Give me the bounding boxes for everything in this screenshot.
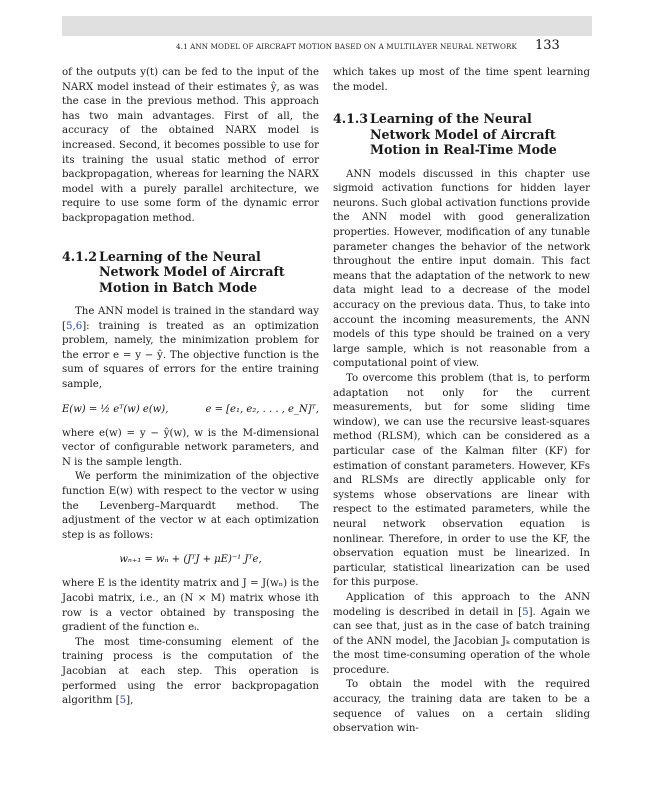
text-span: The most time-consuming element of the training process is the computation of the Jacobian at each step. This operation is performed using the error backpropagation algorithm [ [62, 636, 319, 707]
paragraph: To obtain the model with the required accuracy, the training data are taken to be a sequence of values on a certain sliding observation win- [333, 679, 590, 735]
paragraph: where e(w) = y − ŷ(w), w is the M-dimensional vector of configurable network parameters, and N is the sample length. [62, 427, 319, 468]
paragraph: We perform the minimization of the objective function E(w) with respect to the vector w using the Levenberg–Marquardt method. The adjustment of the vector w at each optimization step is as follows: [62, 471, 319, 541]
right-column [333, 66, 590, 737]
paragraph: of the outputs y(t) can be fed to the input of the NARX model instead of their estimates ŷ, as was the case in the previous method. This approach has two main advantages. First of all, the accuracy of the obtained NARX model is increased. Second, it becomes possible to use for its training the usual static method of error backpropagation, whereas for learning the NARX model with a purely parallel architecture, we require to use some form of the dynamic error backpropagation method. [62, 67, 319, 224]
paragraph: To overcome this problem (that is, to perform adaptation not only for the current measurements, but for some sliding time window), we can use the recursive least-squares method (RLSM), which can be considered as a particular case of the Kalman filter (KF) for estimation of constant parameters. However, KFs and RLSMs are directly applicable only for systems whose observations are linear with respect to the estimated parameters, while the neural network observation equation is nonlinear. Therefore, in order to use the KF, the observation equation must be linearized. In particular, statistical linearization can be used for this purpose. [333, 373, 590, 589]
left-column [62, 66, 319, 709]
citation-link[interactable]: 5 [522, 606, 529, 618]
paragraph: ANN models discussed in this chapter use sigmoid activation functions for hidden layer neurons. Such global activation functions provide the ANN model with good generalization properties. However, modification of any tunable parameter changes the behavior of the network throughout the entire input domain. This fact means that the adaptation of the network to new data might lead to a decrease of the model accuracy on the previous data. Thus, to take into account the incoming measurements, the ANN models of this type should be trained on a very large sample, which is not reasonable from a computational point of view. [333, 168, 590, 370]
section-heading-4-1-2 [62, 249, 319, 296]
paragraph [62, 636, 319, 709]
running-head: 4.1 ANN MODEL OF AIRCRAFT MOTION BASED ON A MULTILAYER NEURAL NETWORK [176, 42, 517, 51]
equation-left: E(w) = ½ eᵀ(w) e(w), [62, 403, 169, 415]
paragraph: where E is the identity matrix and J = J(wₙ) is the Jacobi matrix, i.e., an (N × M) matrix whose ith row is a vector obtained by transposing the gradient of the function eᵢ. [62, 578, 319, 634]
text-span: ], [126, 695, 134, 707]
paragraph [333, 591, 590, 679]
paragraph: which takes up most of the time spent learning the model. [333, 67, 590, 93]
header-band [62, 16, 592, 36]
text-span: Application of this approach to the ANN modeling is described in detail in [ [333, 591, 590, 618]
citation-link[interactable]: 5,6 [65, 320, 83, 332]
text-span: The ANN model is trained in the standard way [ [62, 306, 319, 332]
section-number: 4.1.3 [333, 111, 369, 127]
section-title: Learning of the Neural Network Model of Aircraft Motion in Batch Mode [99, 248, 285, 295]
paragraph [62, 305, 319, 393]
equation-objective-function [62, 403, 319, 417]
section-heading-4-1-3 [333, 111, 590, 158]
citation-link[interactable]: 5 [119, 695, 127, 707]
text-span: ]: training is treated as an optimization problem, namely, the minimization problem for the error e = y − ŷ. The objective function is the sum of squares of errors for the entire training sample, [62, 320, 319, 390]
equation-levenberg-marquardt: wₙ₊₁ = wₙ + (JᵀJ + μE)⁻¹ Jᵀe, [119, 554, 262, 566]
page-number: 133 [535, 38, 560, 53]
equation-right: e = [e₁, e₂, . . . , e_N]ᵀ, [205, 403, 319, 415]
section-title: Learning of the Neural Network Model of Aircraft Motion in Real-Time Mode [370, 111, 557, 158]
section-number: 4.1.2 [62, 248, 98, 264]
text-span: ]. Again we can see that, just as in the case of batch training of the ANN model, the Jacobian Jₖ computation is the most time-consuming operation of the whole procedure. [333, 606, 590, 676]
